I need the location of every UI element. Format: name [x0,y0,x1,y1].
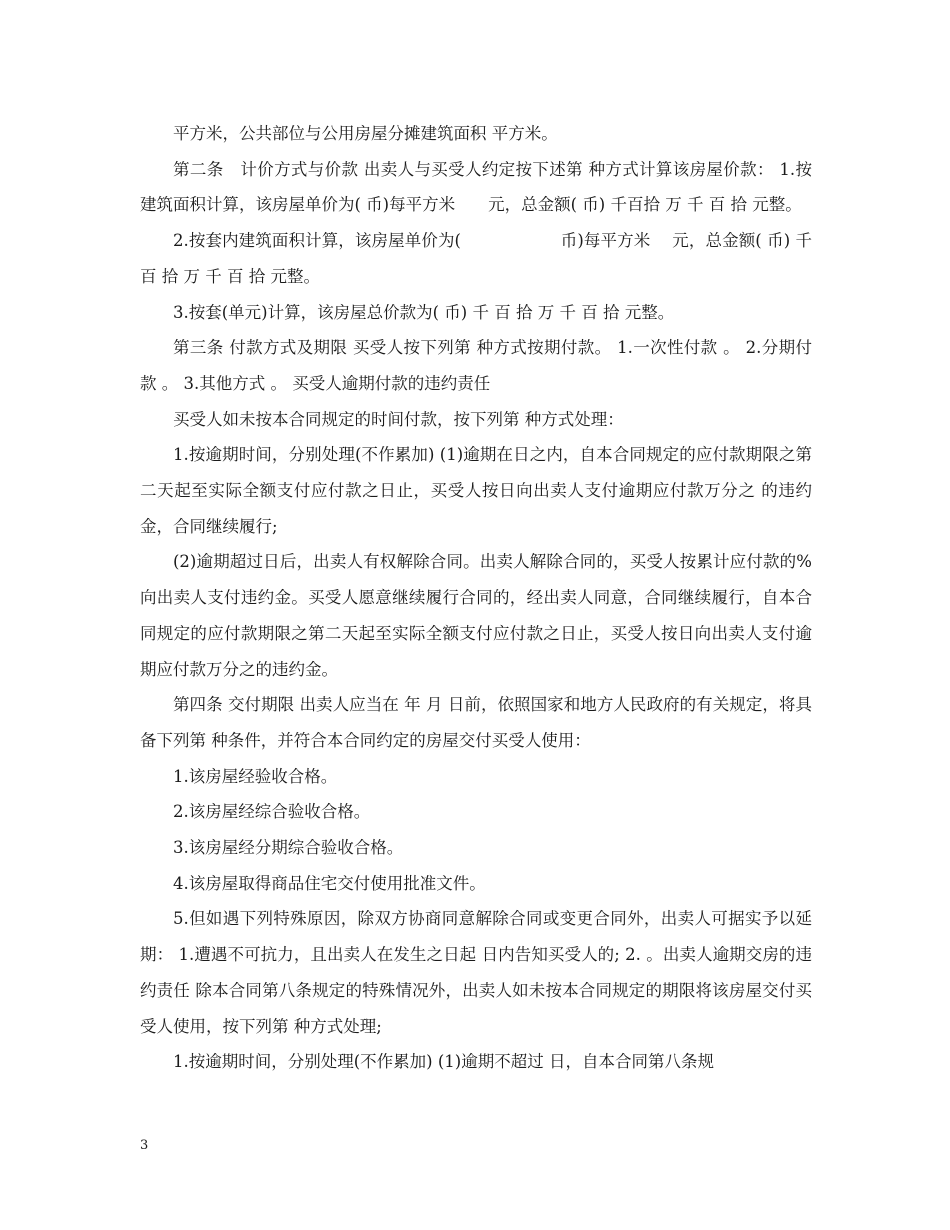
page-number: 3 [140,1138,149,1153]
paragraph-14: 5.但如遇下列特殊原因，除双方协商同意解除合同或变更合同外，出卖人可据实予以延期： 1.遭遇不可抗力，且出卖人在发生之日起 日内告知买受人的; 2. 。出卖人逾期交房的违约责任 除本合同第八条规定的特殊情况外，出卖人如未按本合同规定的期限将该房屋交付买受人使用，按下列第 种方式处理; [140,909,812,1036]
paragraph-5: 第三条 付款方式及期限 买受人按下列第 种方式按期付款。 1.一次性付款 。 2.分期付款 。 3.其他方式 。 买受人逾期付款的违约责任 [140,338,812,393]
paragraph-13: 4.该房屋取得商品住宅交付使用批准文件。 [173,873,486,893]
paragraph-10: 1.该房屋经验收合格。 [173,766,338,786]
paragraph-12: 3.该房屋经分期综合验收合格。 [173,838,404,858]
paragraph-2: 第二条 计价方式与价款 出卖人与买受人约定按下述第 种方式计算该房屋价款： 1.按建筑面积计算，该房屋单价为( 币)每平方米 元，总金额( 币) 千百拾 万 千 百 拾 元整。 [140,159,812,215]
document-body [140,116,818,1080]
paragraph-7: 1.按逾期时间，分别处理(不作累加) (1)逾期在日之内，自本合同规定的应付款期限之第二天起至实际全额支付应付款之日止，买受人按日向出卖人支付逾期应付款万分之 的违约金，合同继续履行; [140,445,812,536]
paragraph-15: 1.按逾期时间，分别处理(不作累加) (1)逾期不超过 日，自本合同第八条规 [173,1052,714,1072]
paragraph-4: 3.按套(单元)计算，该房屋总价款为( 币) 千 百 拾 万 千 百 拾 元整。 [173,302,675,322]
paragraph-11: 2.该房屋经综合验收合格。 [173,802,371,822]
paragraph-8: (2)逾期超过日后，出卖人有权解除合同。出卖人解除合同的，买受人按累计应付款的%向出卖人支付违约金。买受人愿意继续履行合同的，经出卖人同意，合同继续履行，自本合同规定的应付款期限之第二天起至实际全额支付应付款之日止，买受人按日向出卖人支付逾期应付款万分之的违约金。 [140,552,812,679]
paragraph-1: 平方米，公共部位与公用房屋分摊建筑面积 平方米。 [173,124,558,143]
paragraph-9: 第四条 交付期限 出卖人应当在 年 月 日前，依照国家和地方人民政府的有关规定，将具备下列第 种条件，并符合本合同约定的房屋交付买受人使用： [140,695,812,750]
paragraph-6: 买受人如未按本合同规定的时间付款，按下列第 种方式处理： [173,409,624,429]
paragraph-3: 2.按套内建筑面积计算，该房屋单价为( 币)每平方米 元，总金额( 币) 千 百 拾 万 千 百 拾 元整。 [140,231,818,286]
